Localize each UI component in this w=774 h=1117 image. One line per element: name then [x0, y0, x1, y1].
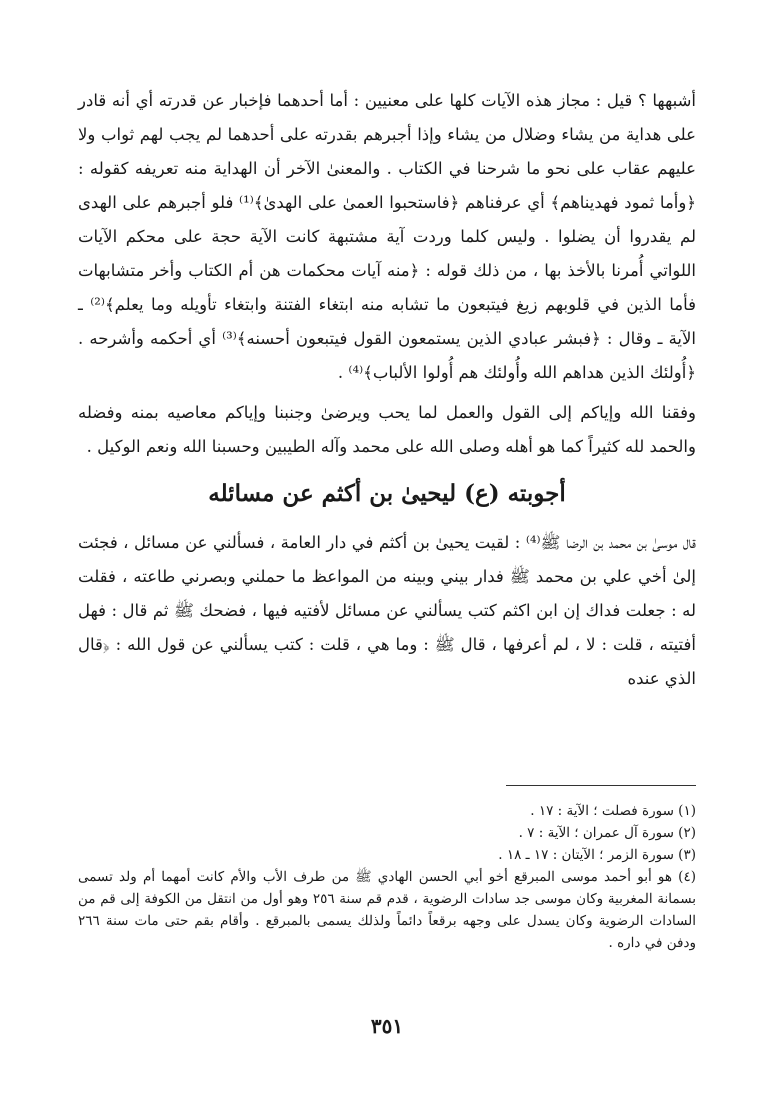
body-paragraph: أشبهها ؟ قيل : مجاز هذه الآيات كلها على معنيين : أما أحدهما فإخبار عن قدرته أي أنه قادر على هداية من يشاء وضلال من يشاء وإذا أجبرهم بقدرته على أحدهما لم يجب لهم ثواب ولا عليهم عقاب على نحو ما شرحنا في الكتاب . والمعنىٰ الآخر أن الهداية منه تعريفه كقوله : ﴿وأما ثمود فهديناهم﴾ أي عرفناهم ﴿فاستحبوا العمىٰ على الهدىٰ﴾⁽¹⁾ فلو أجبرهم على الهدى لم يقدروا أن يضلوا . وليس كلما وردت آية مشتبهة كانت الآية حجة على محكم الآيات اللواتي أُمرنا بالأخذ بها ، من ذلك قوله : ﴿منه آيات محكمات هن أم الكتاب وأخر متشابهات فأما الذين في قلوبهم زيغ فيتبعون ما تشابه منه ابتغاء الفتنة وابتغاء تأويله وما يعلم﴾⁽²⁾ ـ الآية ـ وقال : ﴿فبشر عبادي الذين يستمعون القول فيتبعون أحسنه﴾⁽³⁾ أي أحكمه وأشرحه . ﴿أُولئك الذين هداهم الله وأُولئك هم أُولوا الألباب﴾⁽⁴⁾ .	[78, 91, 696, 382]
footnote: (١) سورة فصلت ؛ الآية : ١٧ .	[530, 803, 696, 819]
section-heading: أجوبته (ع) ليحيىٰ بن أكثم عن مسائله	[208, 480, 566, 507]
footnote: (٢) سورة آل عمران ؛ الآية : ٧ .	[518, 825, 696, 841]
body-paragraph: وفقنا الله وإياكم إلى القول والعمل لما يحب ويرضىٰ وجنبنا وإياكم معاصيه بمنه وفضله والحمد لله كثيراً كما هو أهله وصلى الله على محمد وآله الطيبين وحسبنا الله ونعم الوكيل .	[78, 403, 696, 456]
page-number: ٣٥١	[370, 1014, 404, 1038]
footnote-divider	[506, 785, 696, 786]
footnotes	[78, 800, 696, 954]
footnote: (٤) هو أبو أحمد موسى المبرقع أخو أبي الحسن الهادي ﷺ من طرف الأب والأم كانت أمهما أم ولد تسمى بسمانة المغربية وكان موسى جد سادات الرضوية ، قدم قم سنة ٢٥٦ وهو أول من انتقل من الكوفة إلى قم من السادات الرضوية وكان يسدل على وجهه برقعاً دائماً ولذلك يسمى بالمبرقع . وأقام بقم حتى مات سنة ٢٦٦ ودفن في داره .	[78, 869, 696, 951]
body-paragraph: قال موسىٰ بن محمد بن الرضا ﷺ⁽⁴⁾ : لقيت يحيىٰ بن أكثم في دار العامة ، فسألني عن مسائل ، فجئت إلىٰ أخي علي بن محمد ﷺ فدار بيني وبينه من المواعظ ما حملني وبصرني طاعته ، فقلت له : جعلت فداك إن ابن اكثم كتب يسألني عن مسائل لأفتيه فيها ، فضحك ﷺ ثم قال : فهل أفتيته ، قلت : لا ، لم أعرفها ، قال ﷺ : وما هي ، قلت : كتب يسألني عن قول الله : ﴿قال الذي عنده	[78, 533, 696, 688]
main-text	[78, 84, 696, 696]
footnote: (٣) سورة الزمر ؛ الآيتان : ١٧ ـ ١٨ .	[498, 847, 696, 863]
